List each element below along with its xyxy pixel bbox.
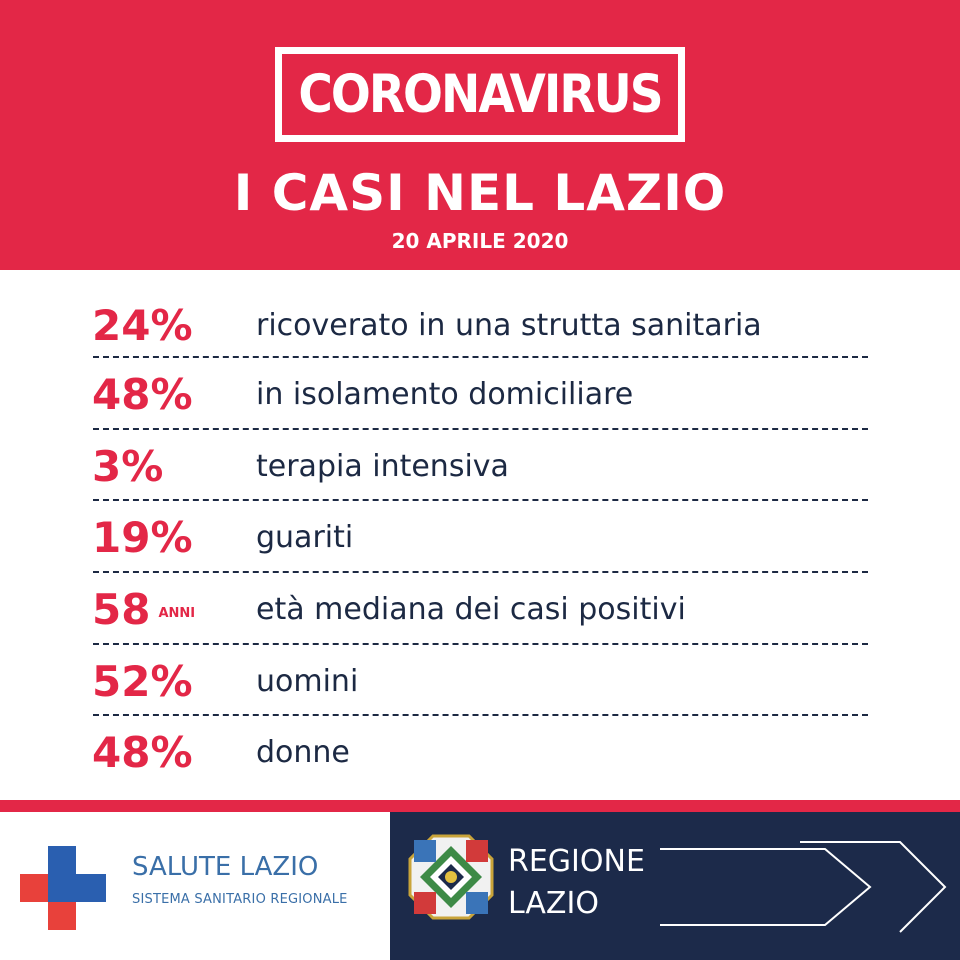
stat-label: donne	[256, 734, 350, 770]
stat-value: 58 ANNI	[92, 584, 196, 634]
stat-value: 3%	[92, 441, 164, 491]
stat-label: ricoverato in una strutta sanitaria	[256, 307, 762, 343]
stat-unit: ANNI	[158, 605, 196, 621]
brand-title: CORONAVIRUS	[298, 63, 662, 126]
stat-value: 24%	[92, 300, 193, 350]
date-label: 20 APRILE 2020	[391, 229, 569, 253]
stat-label: guariti	[256, 519, 354, 555]
stat-value: 48%	[92, 369, 193, 419]
stat-row	[0, 573, 960, 645]
stat-row	[0, 289, 960, 361]
stat-label: in isolamento domiciliare	[256, 376, 634, 412]
footer-divider	[0, 800, 960, 812]
salute-lazio-name: SALUTE LAZIO	[132, 852, 319, 882]
stat-value: 52%	[92, 656, 193, 706]
chevron-lines-icon	[660, 832, 950, 942]
regione-lazio-logo	[390, 812, 960, 960]
lazio-label: LAZIO	[508, 886, 599, 921]
stat-label: terapia intensiva	[256, 448, 509, 484]
stat-label: uomini	[256, 663, 359, 699]
page-title: I CASI NEL LAZIO	[233, 164, 727, 222]
stat-row	[0, 716, 960, 788]
salute-lazio-logo	[0, 812, 390, 960]
health-cross-icon	[20, 844, 106, 930]
regione-lazio-emblem-icon	[408, 834, 494, 920]
salute-lazio-subtitle: SISTEMA SANITARIO REGIONALE	[132, 892, 348, 907]
stat-value: 48%	[92, 727, 193, 777]
stat-label: età mediana dei casi positivi	[256, 591, 686, 627]
stat-row	[0, 358, 960, 430]
stat-value: 19%	[92, 512, 193, 562]
stat-row	[0, 645, 960, 717]
stat-row	[0, 430, 960, 502]
stat-row	[0, 501, 960, 573]
regione-label: REGIONE	[508, 844, 645, 879]
